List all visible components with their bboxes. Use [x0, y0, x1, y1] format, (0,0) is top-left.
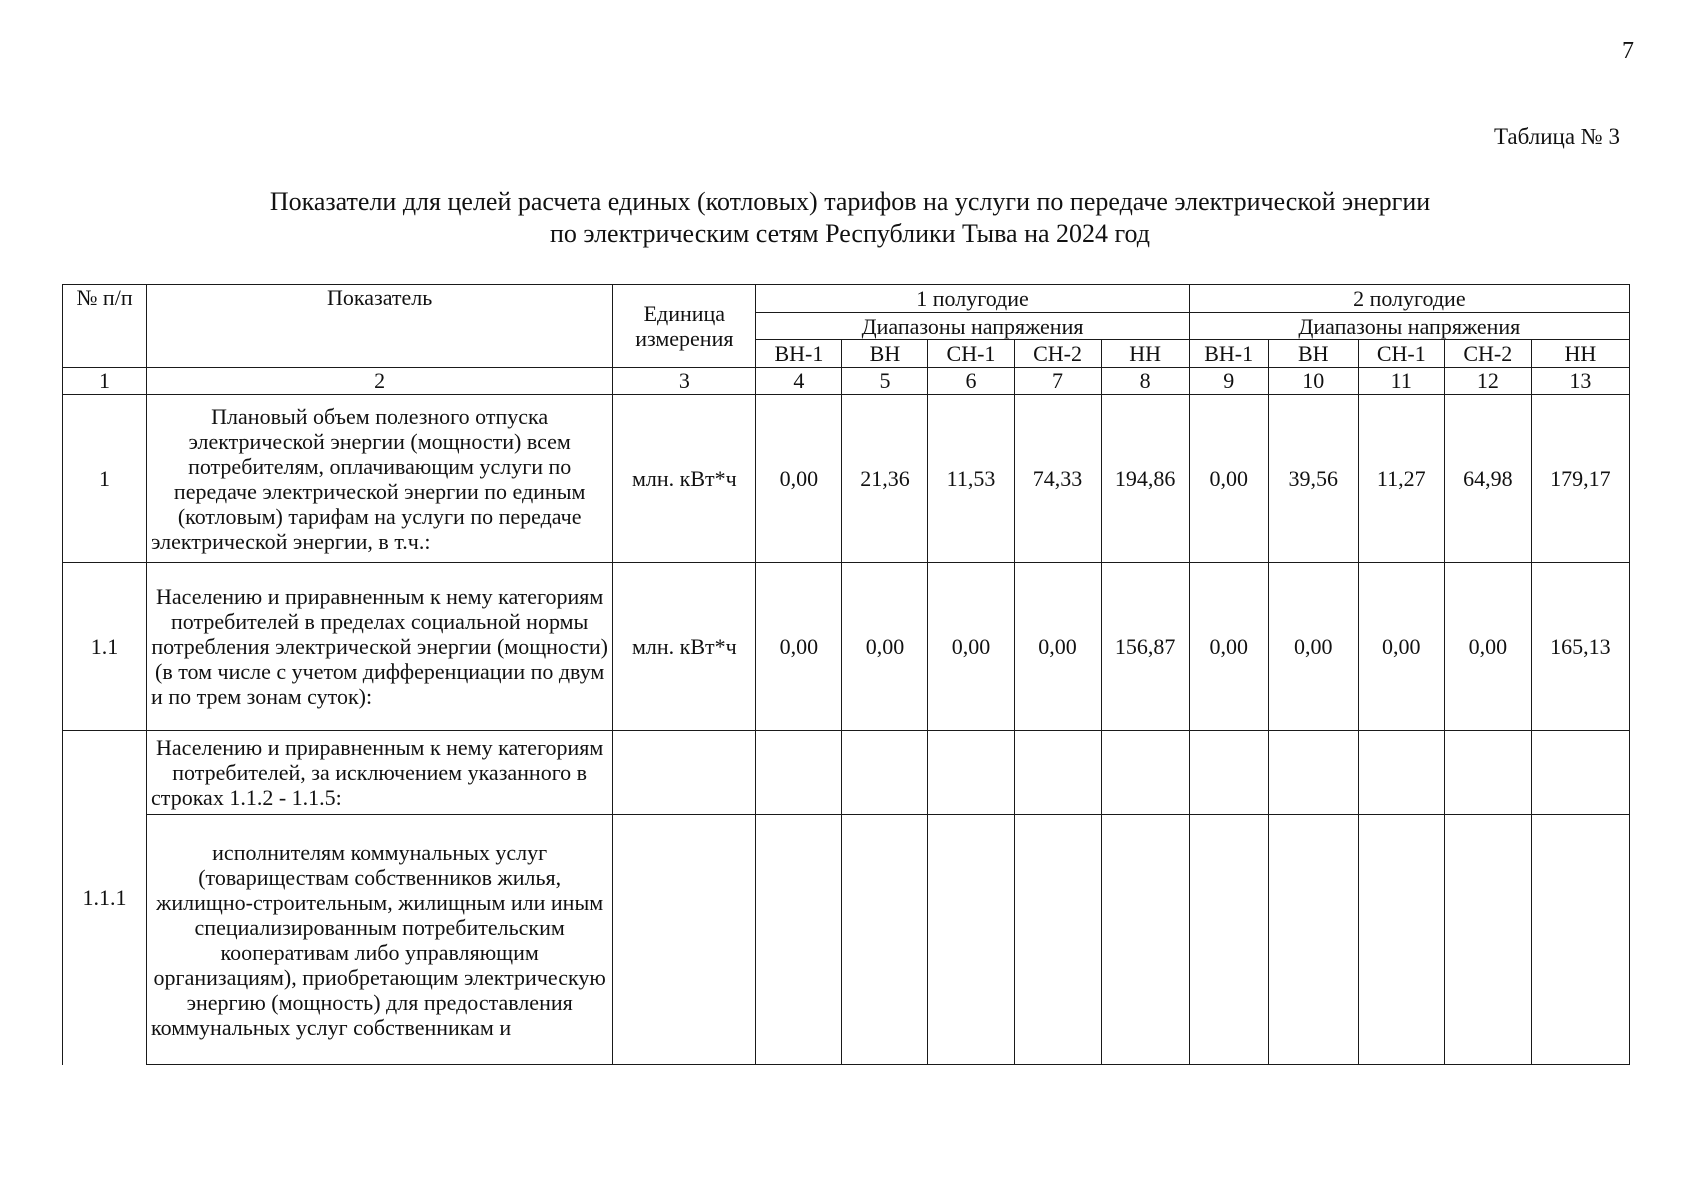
header-voltage-level: СН-1	[1358, 340, 1444, 368]
row-value	[756, 815, 842, 1065]
row-indicator: исполнителям коммунальных услуг (товариществам собственников жилья, жилищно-строительным, жилищным или иным специализированным потребительским кооперативам либо управляющим организациям), приобретающим электрическую энергию (мощность) для предоставления коммунальных услуг собственникам и	[147, 815, 613, 1065]
row-indicator: Населению и приравненным к нему категориям потребителей, за исключением указанного в строках 1.1.2 - 1.1.5:	[147, 731, 613, 815]
header-half-1: 1 полугодие	[756, 285, 1189, 313]
header-voltage-ranges-2: Диапазоны напряжения	[1189, 313, 1629, 340]
row-value: 0,00	[928, 563, 1014, 731]
row-value: 21,36	[842, 395, 928, 563]
row-value: 0,00	[756, 395, 842, 563]
row-value	[842, 731, 928, 815]
row-value: 179,17	[1531, 395, 1629, 563]
row-number: 1.1.1	[63, 731, 147, 1065]
header-num: № п/п	[63, 285, 147, 368]
header-half-2: 2 полугодие	[1189, 285, 1629, 313]
row-value: 0,00	[1189, 563, 1268, 731]
row-value	[1014, 815, 1101, 1065]
row-unit	[613, 815, 756, 1065]
row-value	[1531, 815, 1629, 1065]
header-voltage-level: СН-2	[1014, 340, 1101, 368]
row-value	[1014, 731, 1101, 815]
row-value: 0,00	[756, 563, 842, 731]
column-number: 6	[928, 368, 1014, 395]
column-number: 4	[756, 368, 842, 395]
column-number: 7	[1014, 368, 1101, 395]
column-number: 9	[1189, 368, 1268, 395]
header-voltage-ranges-1: Диапазоны напряжения	[756, 313, 1189, 340]
row-value: 64,98	[1444, 395, 1531, 563]
page-number: 7	[1622, 38, 1634, 64]
header-voltage-level: ВН-1	[1189, 340, 1268, 368]
header-voltage-level: СН-1	[928, 340, 1014, 368]
row-value: 11,27	[1358, 395, 1444, 563]
column-number: 12	[1444, 368, 1531, 395]
column-numbers-row	[63, 368, 1630, 395]
row-number: 1	[63, 395, 147, 563]
table-label: Таблица № 3	[1493, 124, 1620, 149]
page-title	[0, 186, 1700, 250]
column-number: 5	[842, 368, 928, 395]
row-value	[842, 815, 928, 1065]
row-indicator: Населению и приравненным к нему категориям потребителей в пределах социальной нормы потребления электрической энергии (мощности) (в том числе с учетом дифференциации по двум и по трем зонам суток):	[147, 563, 613, 731]
header-indicator: Показатель	[147, 285, 613, 368]
column-number: 2	[147, 368, 613, 395]
table-row	[63, 563, 1630, 731]
column-number: 11	[1358, 368, 1444, 395]
row-value	[928, 731, 1014, 815]
header-voltage-level: НН	[1531, 340, 1629, 368]
column-number: 13	[1531, 368, 1629, 395]
row-value	[928, 815, 1014, 1065]
row-value: 165,13	[1531, 563, 1629, 731]
row-value	[1358, 731, 1444, 815]
page-title-line-2: по электрическим сетям Республики Тыва на 2024 год	[549, 219, 1151, 248]
row-value	[1358, 815, 1444, 1065]
column-number: 3	[613, 368, 756, 395]
column-number: 10	[1268, 368, 1358, 395]
row-value: 0,00	[1268, 563, 1358, 731]
row-value	[1444, 815, 1531, 1065]
row-number: 1.1	[63, 563, 147, 731]
row-value: 0,00	[1358, 563, 1444, 731]
row-value	[1189, 731, 1268, 815]
row-value	[1444, 731, 1531, 815]
row-value: 11,53	[928, 395, 1014, 563]
header-voltage-level: ВН-1	[756, 340, 842, 368]
page-title-line-1: Показатели для целей расчета единых (котловых) тарифов на услуги по передаче электрической энергии	[269, 187, 1431, 216]
row-value: 39,56	[1268, 395, 1358, 563]
table-row	[63, 395, 1630, 563]
row-value	[1189, 815, 1268, 1065]
indicators-table	[62, 284, 1630, 1065]
column-number: 8	[1101, 368, 1189, 395]
table-row	[63, 731, 1630, 815]
row-value: 156,87	[1101, 563, 1189, 731]
row-value: 74,33	[1014, 395, 1101, 563]
row-value	[1268, 731, 1358, 815]
row-value: 0,00	[1189, 395, 1268, 563]
row-value	[1531, 731, 1629, 815]
row-unit: млн. кВт*ч	[613, 563, 756, 731]
row-value	[1101, 731, 1189, 815]
row-value: 194,86	[1101, 395, 1189, 563]
row-value: 0,00	[842, 563, 928, 731]
row-value: 0,00	[1014, 563, 1101, 731]
row-unit	[613, 731, 756, 815]
row-value	[1268, 815, 1358, 1065]
header-voltage-level: ВН	[1268, 340, 1358, 368]
row-value: 0,00	[1444, 563, 1531, 731]
header-unit: Единица измерения	[613, 285, 756, 368]
header-voltage-level: СН-2	[1444, 340, 1531, 368]
row-unit: млн. кВт*ч	[613, 395, 756, 563]
header-voltage-level: НН	[1101, 340, 1189, 368]
header-voltage-level: ВН	[842, 340, 928, 368]
table-row	[63, 815, 1630, 1065]
column-number: 1	[63, 368, 147, 395]
row-value	[756, 731, 842, 815]
row-value	[1101, 815, 1189, 1065]
row-indicator: Плановый объем полезного отпуска электрической энергии (мощности) всем потребителям, оплачивающим услуги по передаче электрической энергии по единым (котловым) тарифам на услуги по передаче электрической энергии, в т.ч.:	[147, 395, 613, 563]
